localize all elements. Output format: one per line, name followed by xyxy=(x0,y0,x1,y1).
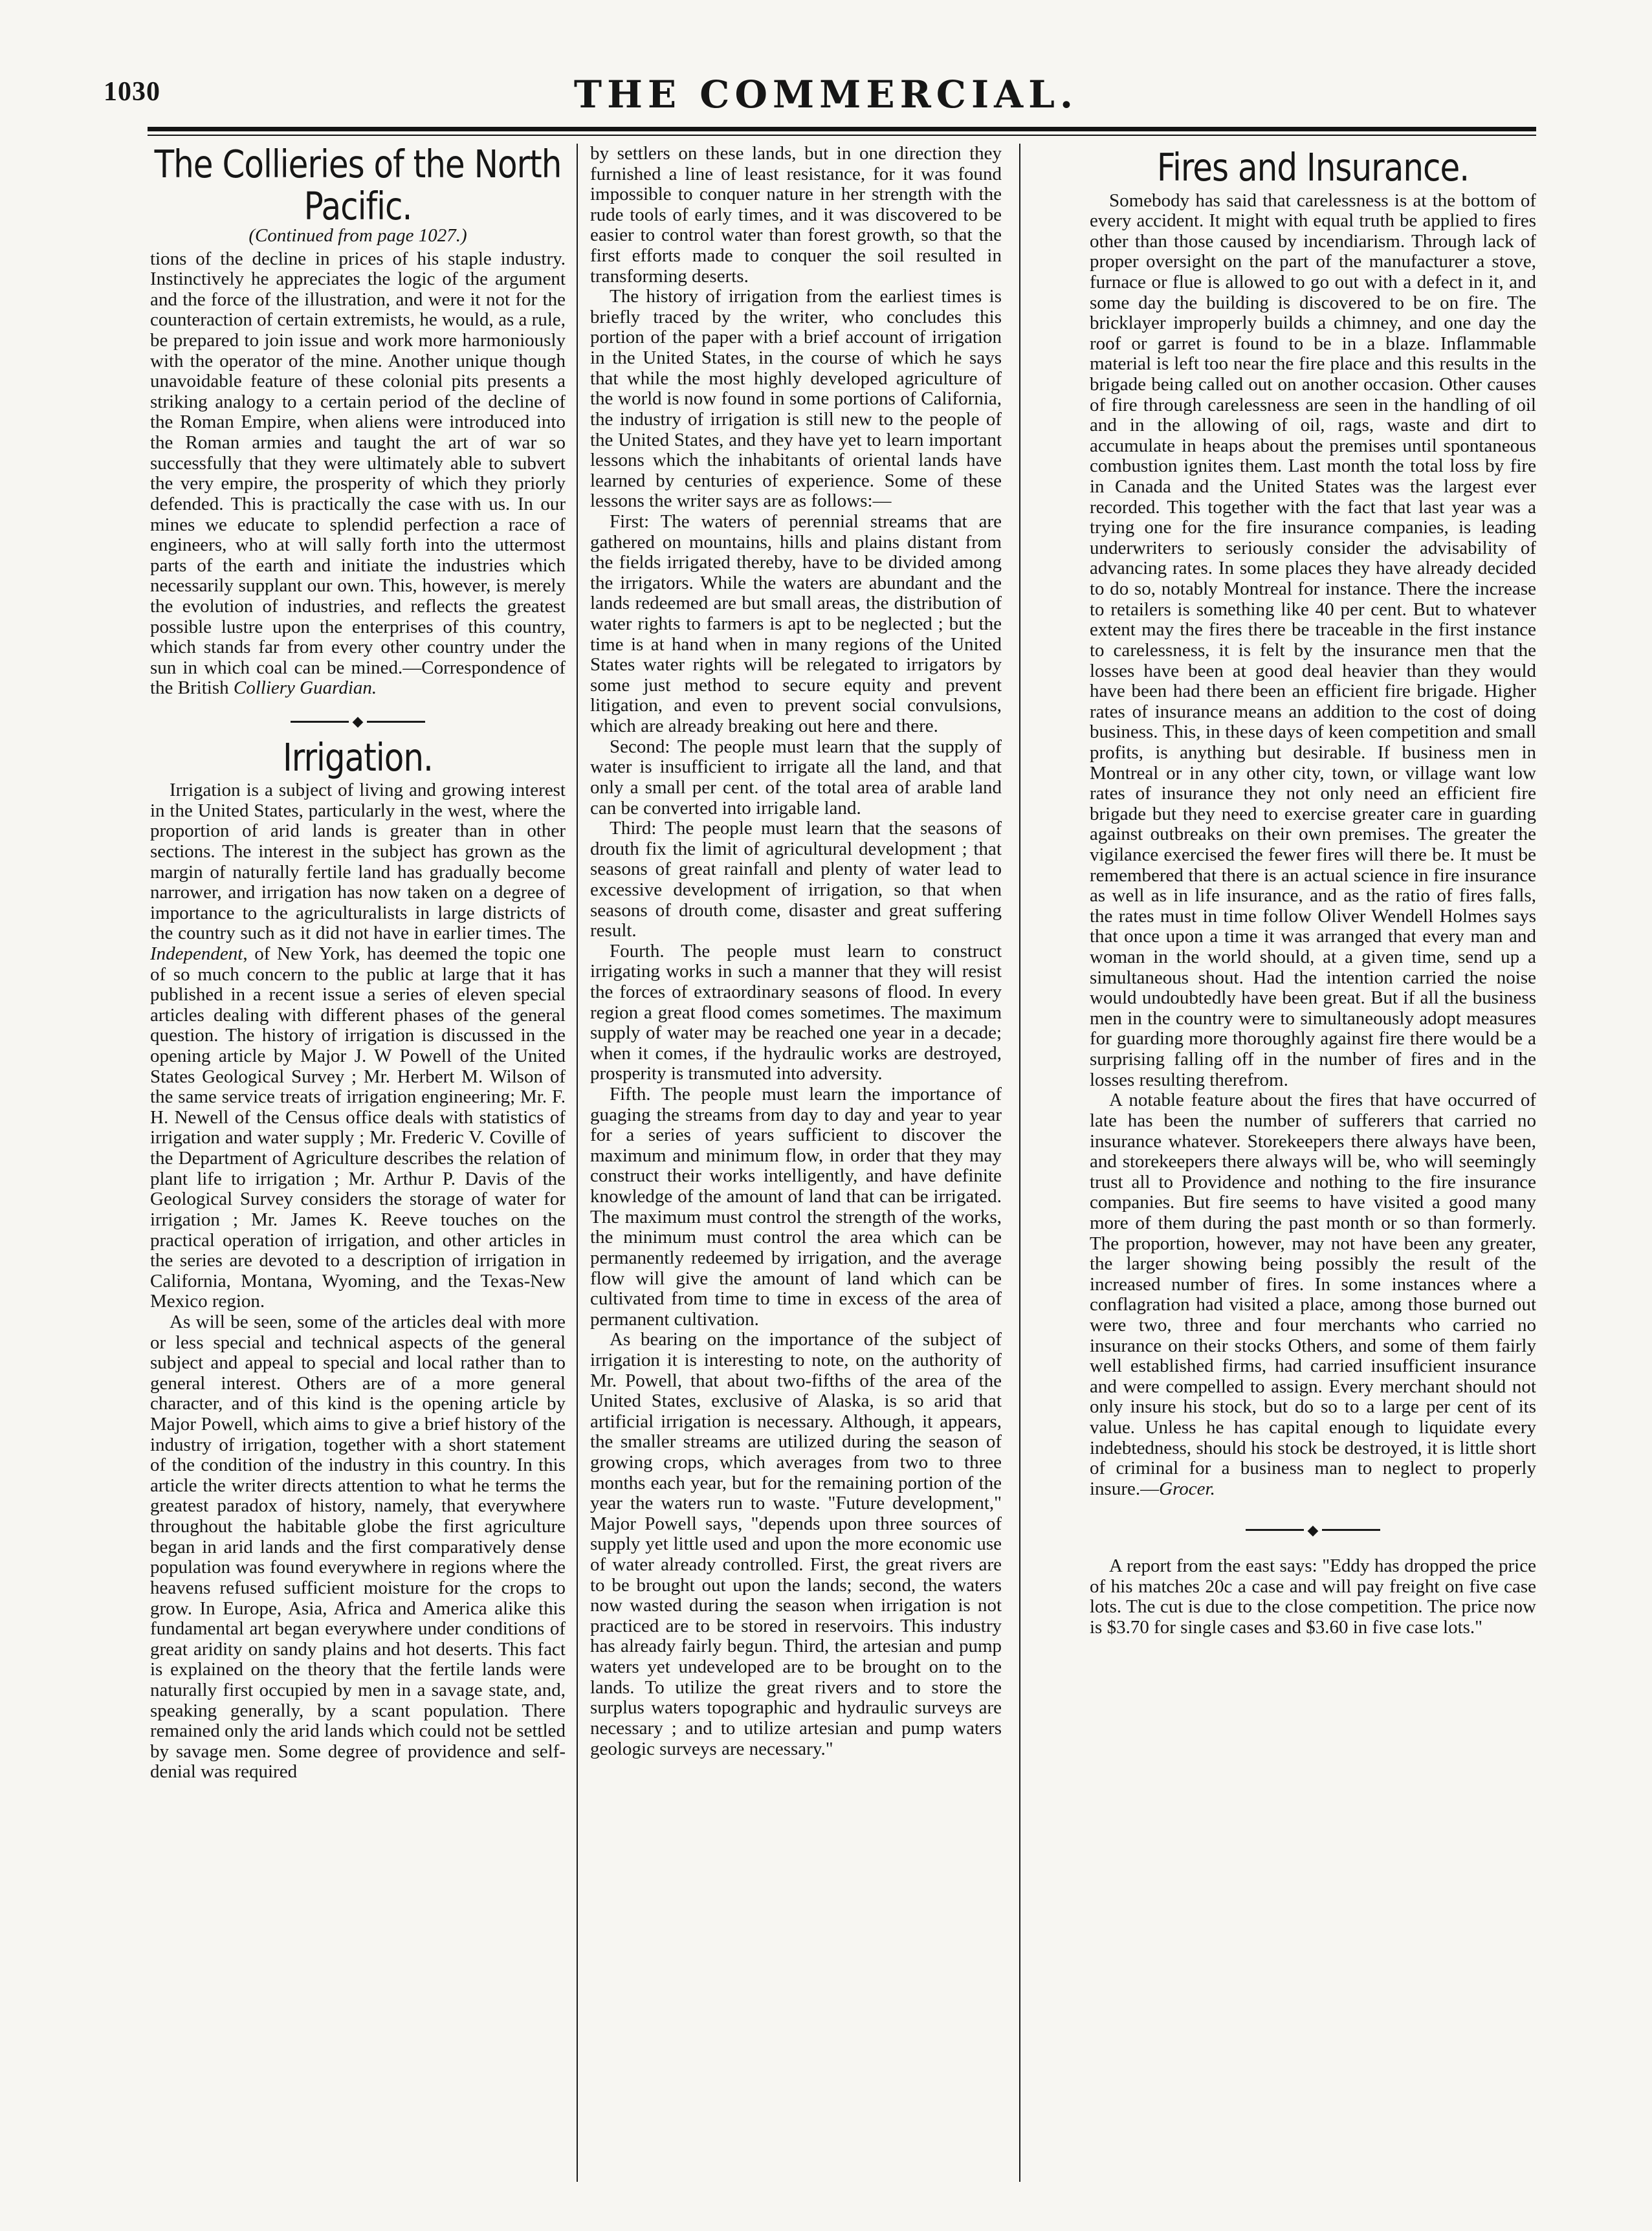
article-paragraph: Fifth. The people must learn the importance of guaging the streams from day to day and year to year for a series of years sufficient to discover the maximum and minimum flow, in order that they may construct their works intelligently, and have definite knowledge of the amount of land that can be irrigated. The maximum must control the strength of the works, the minimum must control the area which can be permanently redeemed by irrigation, and the average flow will give the amount of land which can be cultivated from time to time in excess of the area of permanent cultivation. xyxy=(590,1084,1002,1330)
source-credit: Grocer. xyxy=(1159,1478,1215,1499)
publication-name: Independent xyxy=(150,943,243,964)
paragraph-text: tions of the decline in prices of his staple industry. Instinctively he appreciates the logic of the argument and the force of the illustration, and were it not for the counteraction of certain extremists, he would, as a rule, be prepared to join issue and work more harmoniously with the operator of the mine. Another unique though unavoidable feature of these colonial pits presents a striking analogy to a certain period of the decline of the Roman Empire, when aliens were introduced into the Roman armies and taught the art of war so successfully that they were ultimately able to subvert the very empire, the prosperity of which they priorly defended. This is practically the case with us. In our mines we educate to splendid perfection a race of engineers, who at will sally forth into the uttermost parts of the earth and initiate the industries which necessarily supplant our own. This, however, is merely the evolution of industries, and reflects the greatest possible lustre upon the enterprises of this country, which stands far from every other country under the sun in which coal can be mined. xyxy=(150,248,566,678)
column-1 xyxy=(150,144,566,2188)
article-paragraph: Second: The people must learn that the supply of water is insufficient to irrigate all the land, and that only a small per cent. of the total area of arable land can be converted into irrigable land. xyxy=(590,736,1002,819)
section-separator: ◆ xyxy=(1090,1519,1536,1540)
source-prefix: —Correspondence of the British xyxy=(150,657,566,699)
source-credit: Colliery Guardian. xyxy=(233,677,377,699)
header-rule-thin xyxy=(148,135,1536,136)
article-paragraph: by settlers on these lands, but in one direction they furnished a line of least resistance, for it was found impossible to conquer nature in her strength with the rude tools of early times, and it was discovered to be easier to control water than forest growth, so that the first efforts made to conquer the soil resulted in transforming deserts. xyxy=(590,144,1002,287)
header-rule-thick xyxy=(148,127,1536,131)
article-paragraph: Somebody has said that carelessness is at the bottom of every accident. It might with equal truth be applied to fires other than those caused by incendiarism. Through lack of proper oversight on the part of the manufacturer a stove, furnace or flue is allowed to go out with a defect in it, and some day the building is discovered to be on fire. The bricklayer improperly builds a chimney, and one day the roof or garret is found to be in a blaze. Inflammable material is left too near the fire place and this results in the brigade being called out on another occasion. Other causes of fire through carelessness are seen in the handling of oil and in the allowing of oil, rags, waste and dirt to accumulate in heaps about the premises until spontaneous combustion ignites them. Last month the total loss by fire in Canada and the United States was the largest ever recorded. This together with the fact that last year was a trying one for the fire insurance companies, is leading underwriters to seriously consider the advisability of advancing rates. In some places they have already decided to do so, notably Montreal for instance. There the increase to retailers is something like 40 per cent. But to whatever extent may the fires there be traceable in the first instance to carelessness, it is felt by the insurance men that the losses have been at good deal heavier than they would have been had there been an efficient fire brigade. Higher rates of insurance means an addition to the cost of doing business. This, in these days of keen competition and small profits, is anything but desirable. If business men in Montreal or in any other city, town, or village want low rates of insurance they not only need an efficient fire brigade but they need to exercise greater care in guarding against outbreaks on their own premises. The greater the vigilance exercised the fewer fires will there be. It must be remembered that there is an actual science in fire insurance as well as in life insurance, and as the ratio of fires falls, the rates must in time follow Oliver Wendell Holmes says that once upon a time it was arranged that every man and woman in the world should, at a given time, send up a simultaneous shout. Had the intention carried the noise would undoubtedly have been great. But if all the business men in the country were to simultaneously adopt measures for guarding more thoroughly against fire there would be a surprising falling off in the number of fires and in the losses resulting therefrom. xyxy=(1090,190,1536,1090)
article-title: The Collieries of the North Pacific. xyxy=(154,144,562,228)
paragraph-text: A notable feature about the fires that have occurred of late has been the number of sufferers that carried no insurance whatever. Storekeepers there always have been, and storekeepers there always will be, who will seemingly trust all to Providence and nothing to the fire insurance companies. But fire seems to have visited a good many more of them during the past month or so than formerly. The proportion, however, may not have been any greater, the larger showing being possibly the result of the increased number of fires. In some instances where a conflagration had visited a place, among those burned out were two, three and four merchants who carried no insurance on their stocks Others, and some of them fairly well established firms, had carried insufficient insurance and were compelled to assign. Every merchant should not only insure his stock, but do so to a large per cent of its value. Unless he has capital enough to liquidate every indebtedness, should his stock be destroyed, it is little short of criminal for a business man to neglect to properly insure.— xyxy=(1090,1090,1536,1499)
article-paragraph xyxy=(150,249,566,699)
article-paragraph: Third: The people must learn that the seasons of drouth fix the limit of agricultural development ; that seasons of great rainfall and plenty of water lead to excessive development of irrigation, so that when seasons of drouth come, disaster and great suffering result. xyxy=(590,818,1002,941)
article-paragraph: First: The waters of perennial streams that are gathered on mountains, hills and plains distant from the fields irrigated thereby, have to be divided among the irrigators. While the waters are abundant and the lands redeemed are but small areas, the distribution of water rights to farmers is apt to be neglected ; but the time is at hand when in many regions of the United States water rights will be relegated to irrigators by some just method to secure equity and prevent litigation, and even to prevent social convulsions, which are already breaking out here and there. xyxy=(590,511,1002,737)
column-rule xyxy=(1019,144,1020,2182)
article-paragraph xyxy=(150,780,566,1312)
paragraph-text: Irrigation is a subject of living and growing interest in the United States, particularly in the west, where the proportion of arid lands is greater than in other sections. The interest in the subject has grown as the margin of naturally fertile land has gradually become narrower, and irrigation has now taken on a degree of importance to the agriculturalists in large districts of the country such as it did not have in earlier times. The xyxy=(150,780,566,944)
article-paragraph: The history of irrigation from the earliest times is briefly traced by the writer, who concludes this portion of the paper with a brief account of irrigation in the United States, in the course of which he says that while the most highly developed agriculture of the world is now found in some portions of California, the industry of irrigation is still new to the people of the United States, and they have yet to learn important lessons which the inhabitants of oriental lands have learned by centuries of experience. Some of these lessons the writer says are as follows:— xyxy=(590,286,1002,512)
paragraph-text: , of New York, has deemed the topic one of so much concern to the public at large that it has published in a recent issue a series of eleven special articles dealing with different phases of the general question. The history of irrigation is discussed in the opening article by Major J. W Powell of the United States Geological Survey ; Mr. Herbert M. Wilson of the same service treats of irrigation engineering; Mr. F. H. Newell of the Census office deals with statistics of irrigation and water supply ; Mr. Frederic V. Coville of the Department of Agriculture describes the relation of plant life to irrigation ; Mr. Arthur P. Davis of the Geological Survey considers the storage of water for irrigation ; Mr. James K. Reeve touches on the practical operation of irrigation, and other articles in the series are devoted to a description of irrigation in California, Montana, Wyoming, and the Texas-New Mexico region. xyxy=(150,943,566,1312)
continued-note: (Continued from page 1027.) xyxy=(248,225,467,246)
masthead: THE COMMERCIAL. xyxy=(573,72,1079,116)
article-title: Fires and Insurance. xyxy=(1156,145,1470,190)
article-paragraph: A report from the east says: "Eddy has dropped the price of his matches 20c a case and will pay freight on five case lots. The cut is due to the close competition. The price now is $3.70 for single cases and $3.60 in five case lots." xyxy=(1090,1555,1536,1638)
column-rule xyxy=(577,144,578,2182)
section-separator: ◆ xyxy=(150,710,566,731)
article-title: Irrigation. xyxy=(283,735,433,780)
article-paragraph: As will be seen, some of the articles deal with more or less special and technical aspects of the general subject and appeal to special and local rather than to general interest. Others are of a more general character, and of this kind is the opening article by Major Powell, which aims to give a brief history of the industry of irrigation, together with a short statement of the condition of the industry in this country. In this article the writer directs attention to what he terms the greatest paradox of history, namely, that everywhere throughout the habitable globe the first agriculture began in arid lands and the first comparatively dense population was found everywhere in regions where the heavens refused sufficient moisture for the crops to grow. In Europe, Asia, Africa and America alike this fundamental art began everywhere under conditions of great aridity on sandy plains and hot deserts. This fact is explained on the theory that the fertile lands were naturally first occupied by men in a savage state, and, speaking generally, by a scant population. There remained only the arid lands which could not be settled by savage men. Some degree of providence and self-denial was required xyxy=(150,1311,566,1783)
article-paragraph xyxy=(1090,1090,1536,1499)
article-paragraph: As bearing on the importance of the subject of irrigation it is interesting to note, on the authority of Mr. Powell, that about two-fifths of the area of the United States, exclusive of Alaska, is so arid that artificial irrigation is necessary. Although, it appears, the smaller streams are utilized during the season of growing crops, which averages from two to three months each year, but for the remaining portion of the year the waters run to waste. "Future development," Major Powell says, "depends upon three sources of supply yet little used and upon the more economic use of water already controlled. First, the great rivers are to be brought out upon the lands; second, the waters now wasted during the season when irrigation is not practiced are to be stored in reservoirs. This industry has already fairly begun. Third, the artesian and pump waters yet undeveloped are to be brought on to the lands. To utilize the great rivers and to store the surplus waters topographic and hydraulic surveys are necessary ; and to utilize artesian and pump waters geologic surveys are necessary." xyxy=(590,1329,1002,1759)
article-paragraph: Fourth. The people must learn to construct irrigating works in such a manner that they will resist the forces of extraordinary seasons of flood. In every region a great flood comes sometimes. The maximum supply of water may be reached one year in a decade; when it comes, if the hydraulic works are destroyed, prosperity is transmuted into adversity. xyxy=(590,940,1002,1084)
column-2 xyxy=(590,144,1002,2188)
column-3 xyxy=(1090,144,1536,2188)
page-number: 1030 xyxy=(104,77,160,107)
